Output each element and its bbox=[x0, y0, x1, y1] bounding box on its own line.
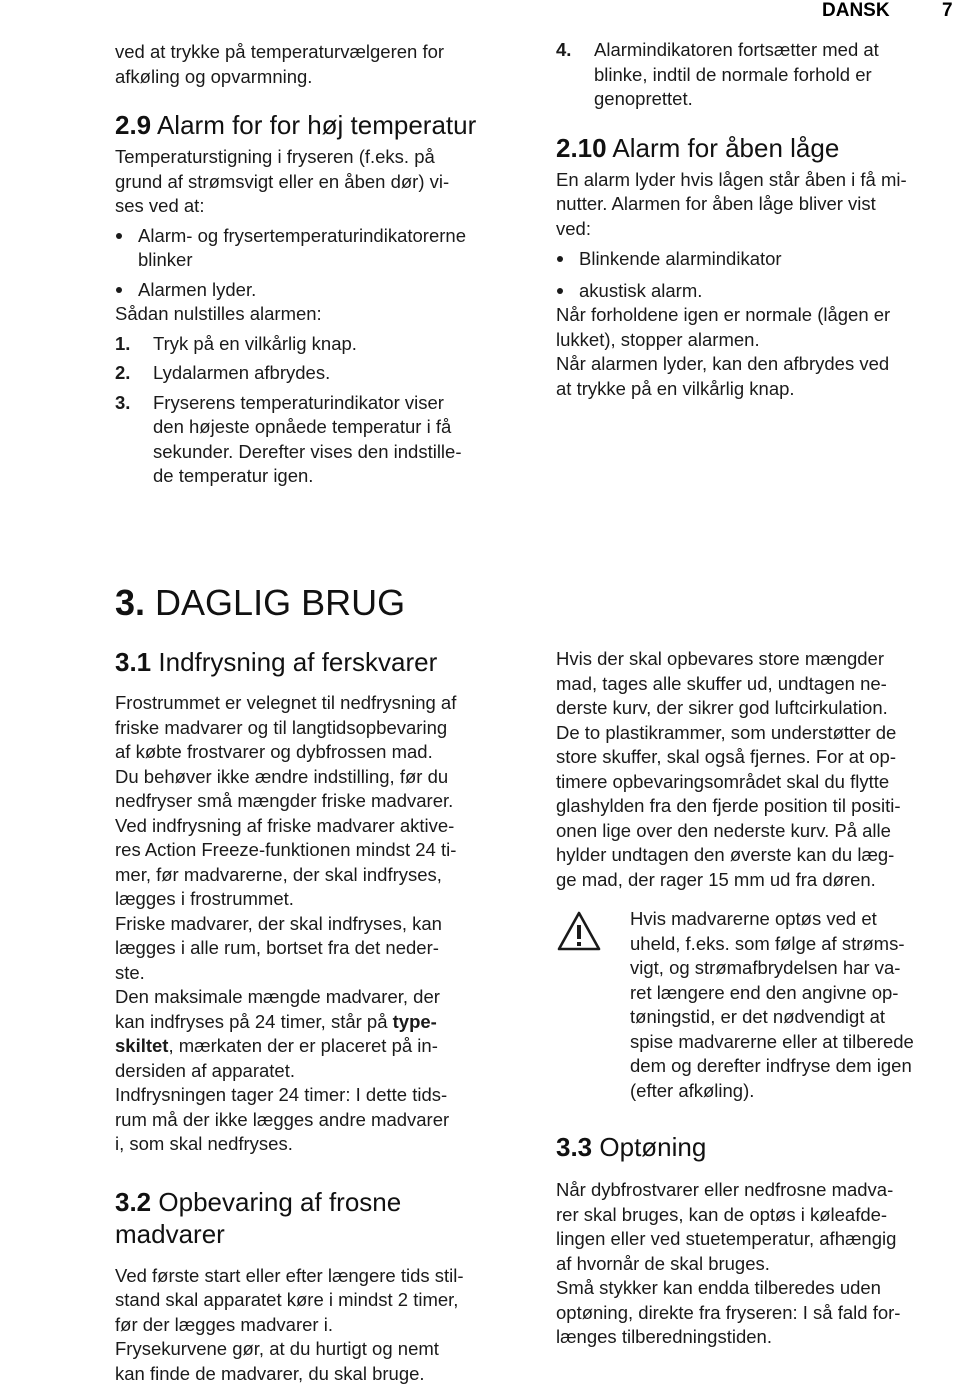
step-item bbox=[115, 332, 535, 357]
type-label-term: type- skiltet bbox=[115, 1010, 437, 1056]
section-2-9-number: 2.9 bbox=[115, 110, 152, 140]
section-3-1-number: 3.1 bbox=[115, 647, 152, 677]
section-3-3-number: 3.3 bbox=[556, 1132, 593, 1162]
section-3-2-heading bbox=[115, 1186, 535, 1250]
bullet-dot-icon bbox=[556, 247, 579, 272]
right-column-top bbox=[556, 38, 956, 401]
section-3-1-paragraph bbox=[115, 691, 535, 1157]
bullet-text: Blinkende alarmindikator bbox=[579, 248, 782, 269]
section-3-3 bbox=[556, 1131, 956, 1350]
section-3-3-paragraph: Når dybfrostvarer eller nedfrosne madva- rer skal bruges, kan de optøs i køleafde- lingen eller ved stuetemperatur, afhængig af hvornår de skal bruges. Små stykker kan endda tilberedes uden optøning, direkte fra fryseren: I så fald for- længes tilberedningstiden. bbox=[556, 1179, 901, 1347]
step-number: 4. bbox=[556, 39, 572, 60]
bullet-item bbox=[115, 278, 535, 303]
step-item bbox=[556, 38, 956, 112]
section-2-10-title: Alarm for åben låge bbox=[612, 132, 840, 163]
section-3-1-title: Indfrysning af ferskvarer bbox=[158, 647, 438, 677]
section-3-3-title: Optøning bbox=[599, 1132, 707, 1162]
section-2-9-paragraph: Temperaturstigning i fryseren (f.eks. på grund af strømsvigt eller en åben dør) vi- ses ved at: bbox=[115, 146, 450, 216]
bullet-text: Alarmen lyder. bbox=[138, 278, 257, 300]
warning-text: Hvis madvarerne optøs ved et uheld, f.eks. som følge af strøms- vigt, og strømafbrydelsen har va- ret længere end den angivne op- tøningstid, er det nødvendigt at spise madvarerne eller at tilberede dem og derefter indfryse dem igen (efter afkøling). bbox=[630, 908, 914, 1101]
section-2-10-heading bbox=[556, 132, 956, 164]
page-number: 7 bbox=[942, 0, 953, 21]
step-item bbox=[115, 391, 535, 489]
bullet-item bbox=[115, 224, 535, 273]
section-3-1-text-continued: , mærkaten der er placeret på in- dersiden af apparatet. Indfrysningen tager 24 timer: I dette tids- rum må der ikke lægges andre madvarer i, som skal nedfryses. bbox=[115, 1035, 450, 1154]
step-number: 1. bbox=[115, 332, 131, 354]
step-text: Lydalarmen afbrydes. bbox=[153, 362, 331, 383]
step-text: Alarmindikatoren fortsætter med at blinke, indtil de normale forhold er genoprettet. bbox=[594, 39, 879, 109]
section-2-10-paragraph: En alarm lyder hvis lågen står åben i få mi- nutter. Alarmen for åben låge bliver vist ved: bbox=[556, 168, 907, 239]
section-2-9-title: Alarm for for høj temperatur bbox=[156, 110, 477, 140]
left-column-bottom bbox=[115, 646, 535, 1386]
step-number: 3. bbox=[115, 391, 131, 413]
section-2-9-heading bbox=[115, 109, 535, 141]
storage-paragraph: Hvis der skal opbevares store mængder mad, tages alle skuffer ud, undtagen ne- derste kurv, der sikrer god luftcirkulation. De to plastikrammer, som understøtter de store skuffer, skal også fjernes. For at op- timere opbevaringsområdet skal du flytte glashylden fra den fjerde position til positi- onen lige over den nederste kurv. På alle hylder undtagen den øverste kan du læg- ge mad, der rager 15 mm ud fra døren. bbox=[556, 648, 901, 890]
step-text: Fryserens temperaturindikator viser den højeste opnåede temperatur i få sekunder. Derefter vises den indstille- de temperatur igen. bbox=[153, 391, 462, 486]
step-number: 2. bbox=[115, 362, 131, 383]
section-3-1-text: Frostrummet er velegnet til nedfrysning af friske madvarer og til langtidsopbevaring af købte frostvarer og dybfrossen mad. Du behøver ikke ændre indstilling, før du nedfryser små mængder friske madvarer. Ved indfrysning af friske madvarer aktive- res Action Freeze-funktionen mindst 24 ti- mer, før madvarerne, der skal indfryses, lægges i frostrummet. Friske madvarer, der skal indfryses, kan lægges i alle rum, bortset fra det neder- ste. Den maksimale mængde madvarer, der kan indfryses på 24 timer, står på bbox=[115, 692, 457, 1032]
section-3-2-paragraph: Ved første start eller efter længere tids stil- stand skal apparatet køre i mindst 2 timer, før der lægges madvarer i. Frysekurvene gør, at du hurtigt og nemt kan finde de madvarer, du skal bruge. bbox=[115, 1264, 464, 1384]
step-text: Tryk på en vilkårlig knap. bbox=[153, 332, 357, 354]
intro-text: ved at trykke på temperaturvælgeren for afkøling og opvarmning. bbox=[115, 41, 445, 87]
bullet-dot-icon bbox=[115, 278, 138, 303]
chapter-heading bbox=[115, 583, 405, 623]
warning-block bbox=[630, 907, 960, 1103]
bullet-dot-icon bbox=[115, 224, 138, 273]
bullet-dot-icon bbox=[556, 279, 579, 304]
bullet-text: Alarm- og frysertemperaturindikatorerne blinker bbox=[138, 224, 466, 270]
bullet-item bbox=[556, 247, 956, 272]
section-3-2-title: Opbevaring af frosne madvarer bbox=[115, 1186, 402, 1249]
reset-label: Sådan nulstilles alarmen: bbox=[115, 303, 322, 324]
section-3-3-heading bbox=[556, 1131, 956, 1163]
section-2-10-paragraph-2: Når forholdene igen er normale (lågen er lukket), stopper alarmen. Når alarmen lyder, kan den afbrydes ved at trykke på en vilkårlig knap. bbox=[556, 304, 891, 399]
left-column-top bbox=[115, 40, 535, 489]
section-3-1-heading bbox=[115, 646, 535, 678]
step-item bbox=[115, 361, 535, 386]
bullet-item bbox=[556, 279, 956, 304]
chapter-number: 3. bbox=[115, 582, 146, 623]
chapter-title: DAGLIG BRUG bbox=[155, 582, 406, 623]
warning-icon bbox=[556, 910, 602, 952]
bullet-text: akustisk alarm. bbox=[579, 279, 703, 301]
section-2-10-number: 2.10 bbox=[556, 132, 607, 163]
page-language: DANSK bbox=[822, 0, 890, 21]
right-column-bottom bbox=[556, 647, 956, 892]
section-3-2-number: 3.2 bbox=[115, 1186, 152, 1217]
